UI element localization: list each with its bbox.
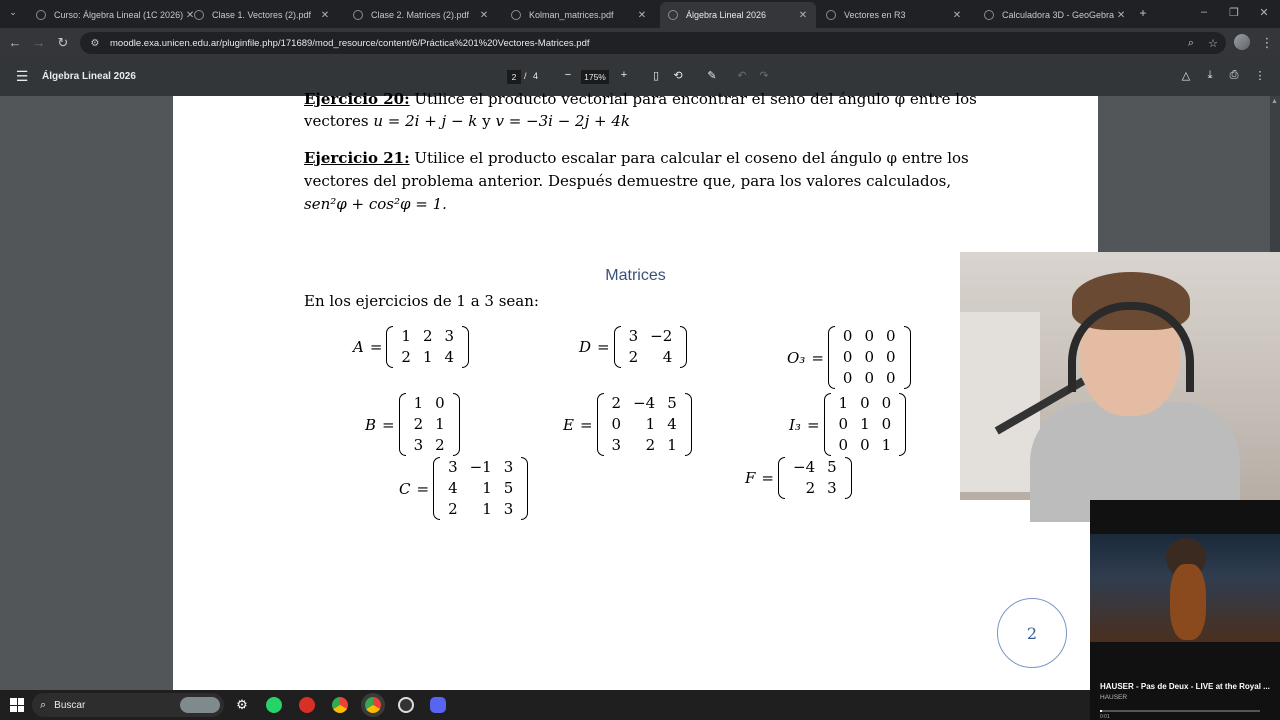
matrix-i3-grid: 1 0 0 0 1 0 0 0 1 — [838, 394, 892, 454]
matrix-label: B — [365, 415, 377, 434]
drive-icon[interactable]: △ — [1181, 70, 1191, 82]
exercise-21-line-3: sen²φ + cos²φ = 1. — [304, 195, 447, 213]
matrix-label: D — [579, 338, 592, 356]
exercise-20-line-1 — [304, 90, 977, 108]
video-thumbnail[interactable] — [1090, 534, 1280, 642]
matrix-b-grid: 1 0 2 1 3 2 — [413, 394, 445, 454]
matrix-e-grid: 2 −4 5 0 1 4 3 2 1 — [611, 394, 677, 454]
tab-curso[interactable] — [28, 4, 195, 26]
tab-search-icon[interactable]: ⌄ — [9, 7, 17, 17]
rotate-icon[interactable]: ⟲ — [673, 70, 683, 82]
matrix-a-grid: 1 2 3 2 1 4 — [401, 327, 455, 366]
new-tab-icon[interactable]: + — [1139, 6, 1147, 20]
pdf-favicon-icon — [668, 10, 678, 20]
restore-icon[interactable]: ❐ — [1229, 7, 1239, 19]
scroll-up-icon[interactable]: ▲ — [1271, 98, 1278, 105]
hamburger-menu-icon[interactable]: ☰ — [15, 68, 29, 84]
discord-icon[interactable] — [430, 697, 446, 713]
page-separator: / — [524, 71, 527, 81]
exercise-21-label: Ejercicio 21: — [304, 149, 410, 167]
matrix-label: O₃ — [787, 348, 806, 367]
matrix-o3-grid: 0 0 0 0 0 0 0 0 0 — [842, 327, 896, 387]
tab-clase2[interactable] — [345, 4, 497, 26]
tab-title: Curso: Álgebra Lineal (1C 2026) — [54, 10, 184, 20]
tab-strip — [0, 0, 1280, 28]
search-highlight-image — [180, 697, 220, 713]
intro-text: En los ejercicios de 1 a 3 sean: — [304, 292, 539, 310]
tab-vectores-r3[interactable] — [818, 4, 970, 26]
cello-icon — [1170, 564, 1206, 640]
geogebra-favicon-icon — [826, 10, 836, 20]
matrix-e: E = 2 −4 5 0 1 4 3 2 1 — [563, 393, 692, 456]
moodle-favicon-icon — [36, 10, 46, 20]
obs-icon[interactable] — [398, 697, 414, 713]
matrix-label: C — [399, 479, 411, 498]
url-text[interactable]: moodle.exa.unicen.edu.ar/pluginfile.php/171689/mod_resource/content/6/Práctica%201%20Vectores-Matrices.pdf — [110, 37, 590, 49]
zoom-out-icon[interactable]: − — [564, 69, 572, 81]
vector-u: u = 2i + j − k — [373, 112, 478, 130]
matrix-o3: O₃ = 0 0 0 0 0 0 0 0 0 — [787, 326, 911, 389]
close-icon[interactable]: ✕ — [479, 9, 489, 21]
webcam-overlay — [960, 252, 1280, 500]
close-icon[interactable]: ✕ — [320, 9, 330, 21]
tab-title: Kolman_matrices.pdf — [529, 10, 614, 20]
whatsapp-icon[interactable] — [266, 697, 282, 713]
tab-title: Calculadora 3D - GeoGebra — [1002, 10, 1115, 20]
tab-title: Clase 1. Vectores (2).pdf — [212, 10, 312, 20]
download-icon[interactable]: ⤓ — [1207, 69, 1213, 81]
matrix-label: F — [745, 469, 756, 487]
matrix-i3: I₃ = 1 0 0 0 1 0 0 0 1 — [789, 393, 906, 456]
matrix-a: A = 1 2 3 2 1 4 — [353, 326, 469, 368]
forward-icon[interactable]: → — [32, 35, 46, 50]
matrix-label: E — [563, 415, 574, 434]
reload-icon[interactable]: ↻ — [57, 35, 69, 50]
close-icon[interactable]: ✕ — [952, 9, 962, 21]
fit-page-icon[interactable]: ▯ — [652, 70, 660, 82]
vectors-word: vectores — [304, 112, 369, 130]
close-icon[interactable]: ✕ — [798, 9, 808, 21]
matrix-c-grid: 3 −1 3 4 1 5 2 1 3 — [448, 458, 514, 518]
exercise-21-text: Utilice el producto escalar para calcular el coseno del ángulo φ entre los — [414, 149, 969, 167]
redo-icon[interactable]: ↷ — [759, 70, 769, 82]
browser-menu-icon[interactable]: ⋮ — [1260, 35, 1274, 50]
page-total: 4 — [533, 71, 539, 81]
close-icon[interactable]: ✕ — [185, 9, 195, 21]
address-bar[interactable] — [80, 32, 1226, 54]
tab-clase1[interactable] — [186, 4, 338, 26]
pdf-favicon-icon — [511, 10, 521, 20]
window-close-icon[interactable]: ✕ — [1259, 7, 1269, 19]
pdf-favicon-icon — [194, 10, 204, 20]
pdf-title: Álgebra Lineal 2026 — [42, 71, 136, 82]
exercise-20-text: Utilice el producto vectorial para encontrar el seno del ángulo φ entre los — [414, 90, 977, 108]
matrix-label: A — [353, 338, 364, 356]
search-placeholder: Buscar — [54, 699, 86, 711]
mp-fill — [1100, 710, 1102, 712]
close-icon[interactable]: ✕ — [637, 9, 647, 21]
bookmark-star-icon[interactable]: ☆ — [1208, 37, 1218, 50]
undo-icon[interactable]: ↶ — [737, 70, 747, 82]
print-icon[interactable]: ⎙ — [1229, 69, 1239, 81]
settings-icon[interactable]: ⚙ — [236, 697, 248, 712]
wc-shelf — [960, 312, 1040, 492]
browser-toolbar — [0, 28, 1280, 58]
minimize-icon[interactable]: – — [1200, 6, 1208, 18]
matrix-f: F = −4 5 2 3 — [745, 457, 852, 499]
media-mini-player[interactable] — [1090, 500, 1280, 720]
section-heading: Matrices — [605, 267, 666, 284]
and-word: y — [482, 112, 491, 130]
media-time: 0:01 — [1100, 714, 1110, 720]
back-icon[interactable]: ← — [8, 35, 22, 50]
tab-algebra[interactable] — [660, 2, 816, 28]
media-progress-bar[interactable] — [1100, 710, 1260, 712]
tab-kolman[interactable] — [503, 4, 655, 26]
exercise-20-label: Ejercicio 20: — [304, 90, 410, 108]
matrix-label: I₃ — [789, 415, 801, 434]
profile-avatar[interactable] — [1234, 34, 1250, 50]
tab-title: Vectores en R3 — [844, 10, 906, 20]
windows-start-icon[interactable] — [10, 698, 24, 712]
chrome-active-icon[interactable] — [365, 697, 381, 713]
matrix-c: C = 3 −1 3 4 1 5 2 1 3 — [399, 457, 528, 520]
matrix-d: D = 3 −2 2 4 — [579, 326, 687, 368]
search-icon: ⌕ — [40, 698, 47, 711]
media-title: HAUSER - Pas de Deux - LIVE at the Royal ... — [1100, 682, 1270, 691]
matrix-b: B = 1 0 2 1 3 2 — [365, 393, 460, 456]
vector-v: v = −3i − 2j + 4k — [495, 112, 630, 130]
more-options-icon[interactable]: ⋮ — [1254, 70, 1266, 82]
taskbar — [0, 690, 1090, 720]
exercise-21-line-2: vectores del problema anterior. Después demuestre que, para los valores calculados, — [304, 172, 952, 190]
pdf-favicon-icon — [353, 10, 363, 20]
taskbar-search[interactable] — [32, 693, 224, 717]
page-number-input[interactable]: 2 — [507, 70, 521, 84]
screen-recorder-icon[interactable] — [299, 697, 315, 713]
page-number-badge: 2 — [997, 598, 1067, 668]
loading-icon — [984, 10, 994, 20]
media-artist: HAUSER — [1100, 694, 1128, 701]
zoom-icon[interactable]: ⌕ — [1187, 36, 1195, 49]
site-info-icon[interactable]: ⚙ — [90, 37, 100, 49]
tab-title: Álgebra Lineal 2026 — [686, 10, 767, 20]
exercise-20-line-2 — [304, 112, 630, 130]
zoom-input[interactable]: 175% — [581, 70, 609, 84]
exercise-21-line-1 — [304, 149, 969, 167]
chrome-icon[interactable] — [332, 697, 348, 713]
zoom-in-icon[interactable]: + — [620, 69, 628, 81]
tab-geogebra[interactable] — [976, 4, 1132, 26]
annotate-icon[interactable]: ✎ — [707, 70, 717, 82]
matrix-d-grid: 3 −2 2 4 — [628, 327, 673, 366]
close-icon[interactable]: ✕ — [1116, 9, 1126, 21]
tab-title: Clase 2. Matrices (2).pdf — [371, 10, 470, 20]
matrix-f-grid: −4 5 2 3 — [793, 458, 837, 497]
